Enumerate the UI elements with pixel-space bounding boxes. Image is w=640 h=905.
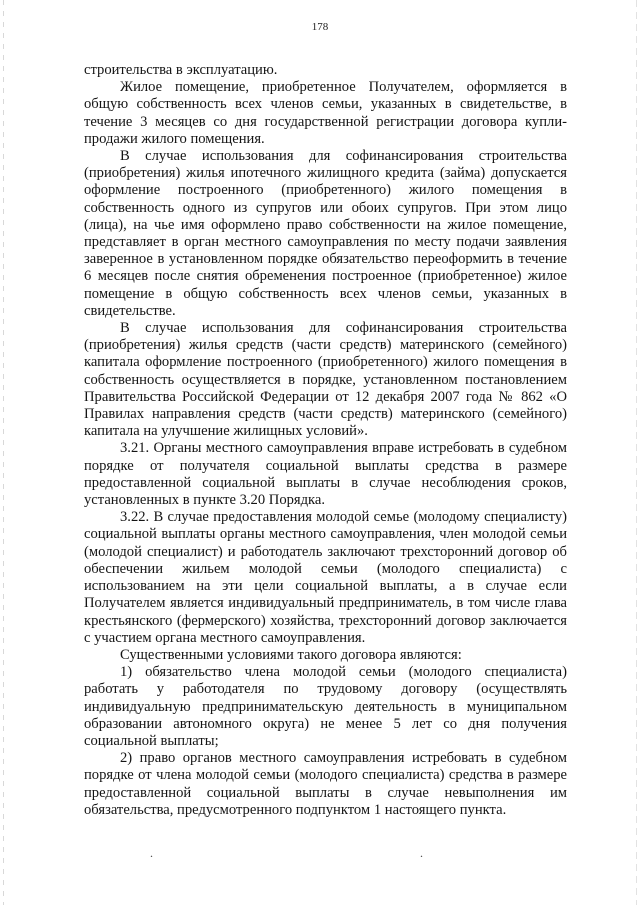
- scan-edge-left: [3, 0, 4, 905]
- document-body: [84, 62, 567, 819]
- paragraph-mortgage-case: В случае использования для софинансирования строительства (приобретения) жилья ипотечного жилищного кредита (займа) допускается оформление построенного (приобретенного) жилого помещения в собственность одного из супругов или обоих супругов. При этом лицо (лица), на чье имя оформлено право собственности на жилое помещение, представляет в орган местного самоуправления по месту подачи заявления заверенное в установленном порядке обязательство переоформить в течение 6 месяцев после снятия обременения построенное (приобретенное) жилое помещение в общую собственность всех членов семьи, указанных в свидетельстве.: [84, 148, 567, 319]
- footer-mark-right: .: [420, 846, 423, 860]
- paragraph-essential-terms: Существенными условиями такого договора являются:: [120, 646, 462, 663]
- paragraph-maternity-capital-case: В случае использования для софинансирования строительства (приобретения) жилья средств (части средств) материнского (семейного) капитала оформление построенного (приобретенного) жилого помещения в собственность осуществляется в порядке, установленном постановлением Правительства Российской Федерации от 12 декабря 2007 года № 862 «О Правилах направления средств (части средств) материнского (семейного) капитала на улучшение жилищных условий».: [84, 320, 567, 440]
- list-item-2: 2) право органов местного самоуправления истребовать в судебном порядке от члена молодой семьи (молодого специалиста) средства в размере предоставленной социальной выплаты в случае невыполнения им обязательства, предусмотренного подпунктом 1 настоящего пункта.: [84, 750, 567, 818]
- page-number: 178: [311, 21, 329, 33]
- footer-mark-left: .: [150, 846, 153, 860]
- paragraph-3-22: 3.22. В случае предоставления молодой семье (молодому специалисту) социальной выплаты органы местного самоуправления, член молодой семьи (молодой специалист) и работодатель заключают трехсторонний договор об обеспечении жильем молодой семьи (молодого специалиста) с использованием на эти цели социальной выплаты, а в случае если Получателем является индивидуальный предприниматель, в том числе глава крестьянского (фермерского) хозяйства, трехсторонний договор заключается с участием органа местного самоуправления.: [84, 509, 567, 646]
- paragraph-continuation: строительства в эксплуатацию.: [84, 62, 278, 78]
- list-item-1: 1) обязательство члена молодой семьи (молодого специалиста) работать у работодателя по трудовому договору (осуществлять индивидуальную предпринимательскую деятельность в муниципальном образовании автономного округа) не менее 5 лет со дня получения социальной выплаты;: [84, 664, 567, 749]
- paragraph-ownership-registration: Жилое помещение, приобретенное Получателем, оформляется в общую собственность всех членов семьи, указанных в свидетельстве, в течение 3 месяцев со дня государственной регистрации договора купли-продажи жилого помещения.: [84, 79, 567, 147]
- scan-edge-right: [636, 0, 637, 905]
- paragraph-3-21: 3.21. Органы местного самоуправления вправе истребовать в судебном порядке от получателя социальной выплаты средства в размере предоставленной социальной выплаты в случае несоблюдения сроков, установленных в пункте 3.20 Порядка.: [84, 440, 567, 509]
